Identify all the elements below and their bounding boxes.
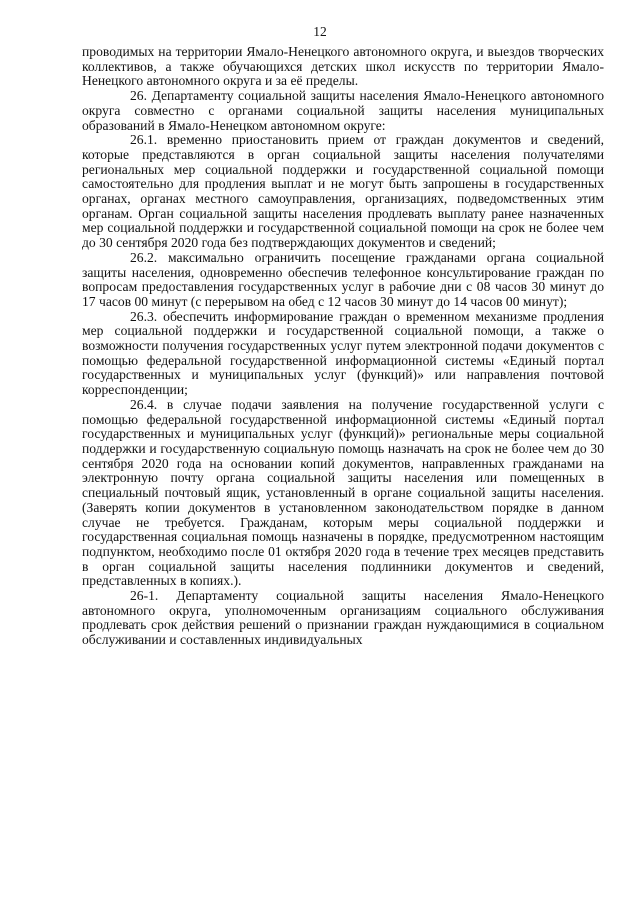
paragraph-26-3: 26.3. обеспечить информирование граждан о временном механизме продления мер социальной поддержки и государственной социальной помощи, а также о возможности получения государственных услуг путем электронной подачи документов с помощью федеральной государственной информационной системы «Единый портал государственных и муниципальных услуг (функций)» или направления почтовой корреспонденции; [82,308,604,398]
paragraph-26: 26. Департаменту социальной защиты населения Ямало-Ненецкого автономного округа совместно с органами социальной защиты населения муниципальных образований в Ямало-Ненецком автономном округе: [82,88,604,133]
paragraph-26-4: 26.4. в случае подачи заявления на получение государственной услуги с помощью федеральной государственной информационной системы «Единый портал государственных и муниципальных услуг (функций)» региональные меры социальной поддержки и государственную социальную помощь назначать на срок не более чем до 30 сентября 2020 года на основании копий документов, направленных гражданами на электронную почту органа социальной защиты населения или помещенных в специальный почтовый ящик, установленный в органе социальной защиты населения. (Заверять копии документов в установленном законодательством порядке в данном случае не требуется. Гражданам, которым меры социальной поддержки и государственная социальная помощь назначены в порядке, предусмотренном настоящим подпунктом, необходимо после 01 октября 2020 года в течение трех месяцев представить в орган социальной защиты населения подлинники документов и сведений, представленных в копиях.). [82,396,604,589]
paragraph-continuation: проводимых на территории Ямало-Ненецкого автономного округа, и выездов творческих коллективов, а также обучающихся детских школ искусств по территории Ямало-Ненецкого автономного округа и за её пределы. [82,44,604,89]
document-body [82,45,604,648]
paragraph-26-1: 26.1. временно приостановить прием от граждан документов и сведений, которые представляются в орган социальной защиты населения получателями региональных мер социальной поддержки и государственной социальной помощи самостоятельно для продления выплат и не могут быть запрошены в государственных органах, органах местного самоуправления, организациях, подведомственных этим органам. Орган социальной защиты населения продлевать выплату ранее назначенных мер социальной поддержки и государственной социальной помощи на срок не более чем до 30 сентября 2020 года без подтверждающих документов и сведений; [82,132,604,251]
paragraph-26-2: 26.2. максимально ограничить посещение гражданами органа социальной защиты населения, одновременно обеспечив телефонное консультирование граждан по вопросам предоставления государственных услуг в рабочие дни с 08 часов 30 минут до 17 часов 00 минут (с перерывом на обед с 12 часов 30 минут до 14 часов 00 минут); [82,249,604,309]
paragraph-26-dash-1: 26-1. Департаменту социальной защиты населения Ямало-Ненецкого автономного округа, уполномоченным организациям социального обслуживания продлевать срок действия решений о признании граждан нуждающимися в социальном обслуживании и составленных индивидуальных [82,588,604,648]
page-number: 12 [313,24,327,39]
